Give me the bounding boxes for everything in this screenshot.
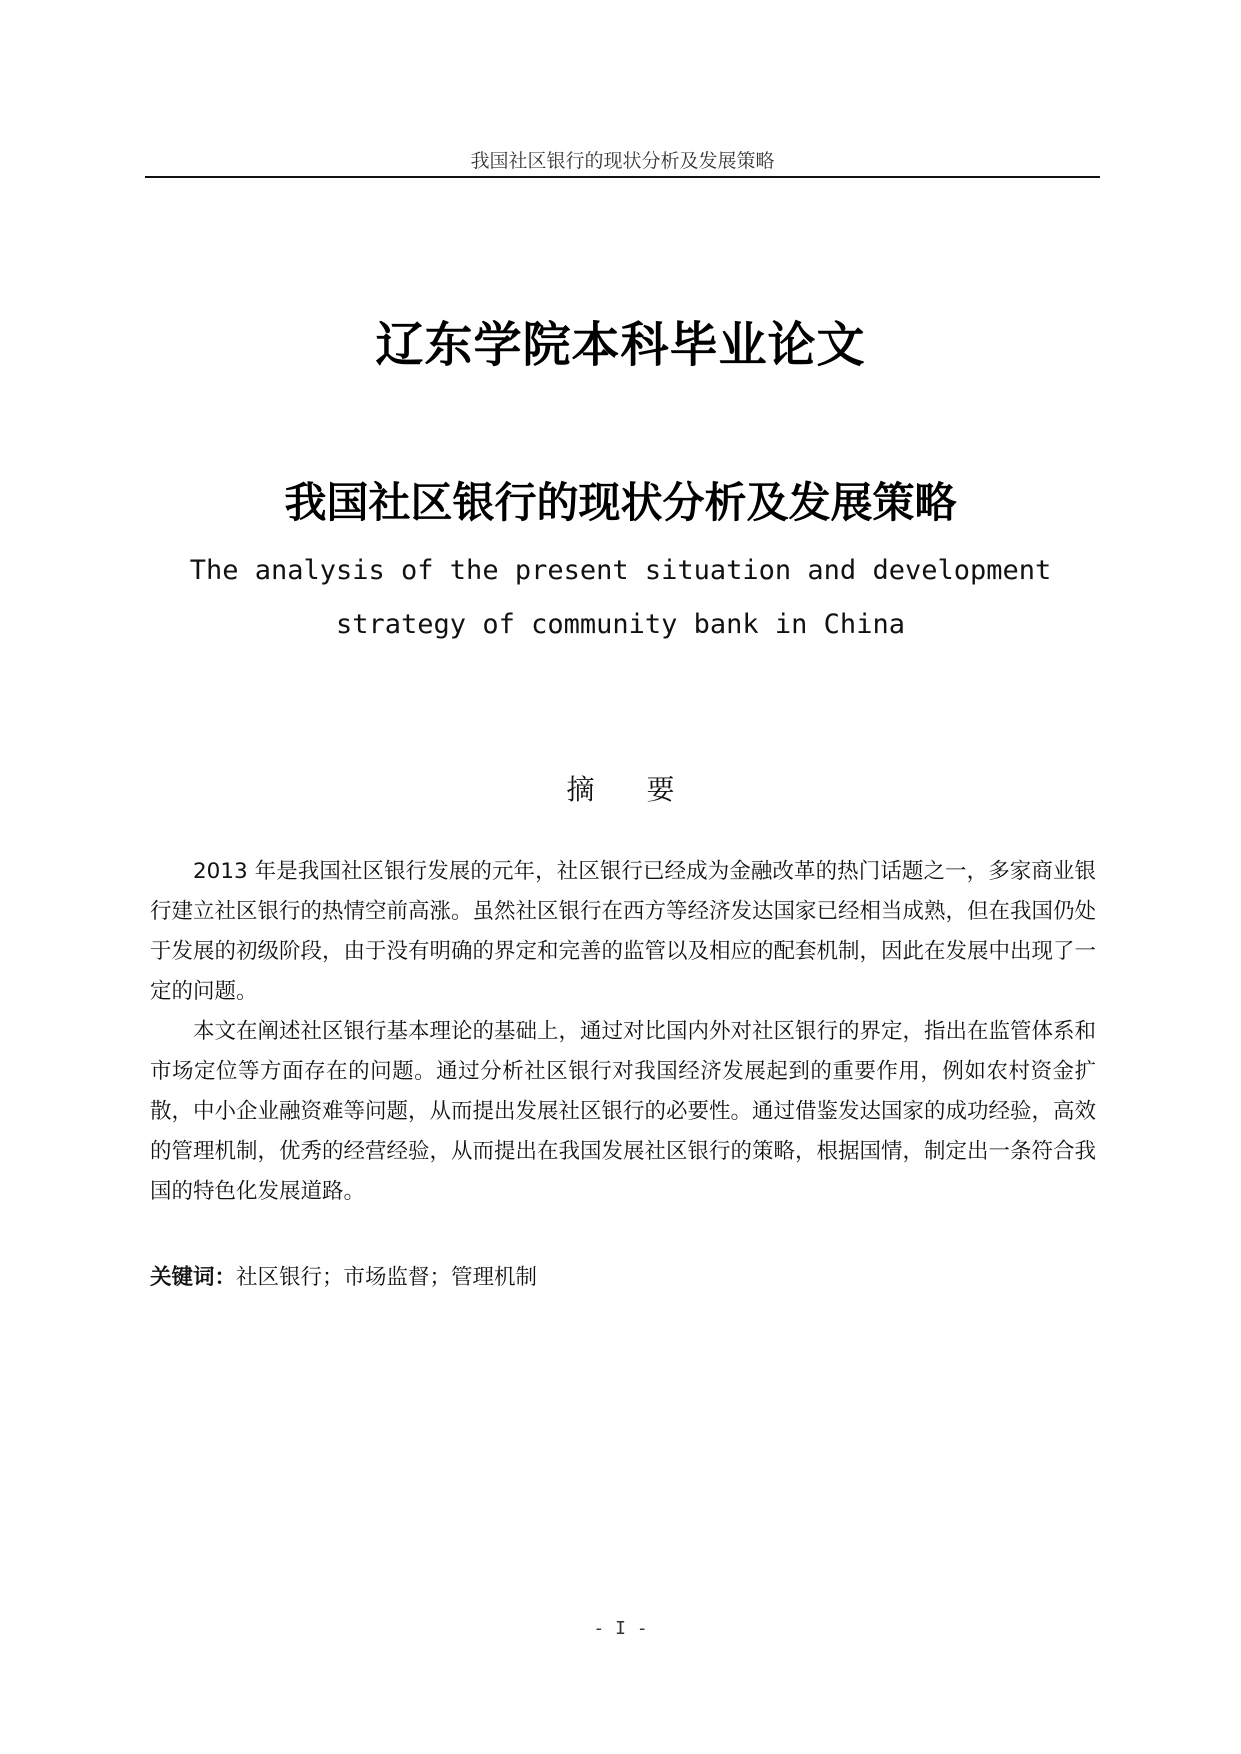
abstract-paragraph: 2013 年是我国社区银行发展的元年，社区银行已经成为金融改革的热门话题之一，多家商业银行建立社区银行的热情空前高涨。虽然社区银行在西方等经济发达国家已经相当成熟，但在我国仍处于发展的初级阶段，由于没有明确的界定和完善的监管以及相应的配套机制，因此在发展中出现了一定的问题。 — [150, 859, 1097, 1004]
keywords — [150, 1258, 1096, 1298]
abstract-heading-char2: 要 — [646, 773, 675, 806]
university-title: 辽东学院本科毕业论文 — [375, 317, 866, 373]
abstract-heading-char1: 摘 — [566, 773, 595, 806]
abstract-paragraph: 本文在阐述社区银行基本理论的基础上，通过对比国内外对社区银行的界定，指出在监管体系和市场定位等方面存在的问题。通过分析社区银行对我国经济发展起到的重要作用，例如农村资金扩散，中小企业融资难等问题，从而提出发展社区银行的必要性。通过借鉴发达国家的成功经验，高效的管理机制，优秀的经营经验，从而提出在我国发展社区银行的策略，根据国情，制定出一条符合我国的特色化发展道路。 — [150, 1019, 1097, 1204]
running-header: 我国社区银行的现状分析及发展策略 — [470, 150, 775, 172]
header-rule — [145, 176, 1100, 178]
keywords-label: 关键词： — [150, 1265, 237, 1290]
thesis-title-cn: 我国社区银行的现状分析及发展策略 — [284, 478, 957, 527]
thesis-title-en-line2: strategy of community bank in China — [336, 609, 905, 640]
keywords-text: 社区银行；市场监督；管理机制 — [236, 1265, 538, 1290]
thesis-title-en-line1: The analysis of the present situation and development — [189, 555, 1052, 586]
abstract-body — [150, 852, 1096, 1212]
page-number: - I - — [593, 1618, 648, 1639]
abstract-heading — [0, 768, 1241, 808]
thesis-title-en — [120, 544, 1121, 652]
